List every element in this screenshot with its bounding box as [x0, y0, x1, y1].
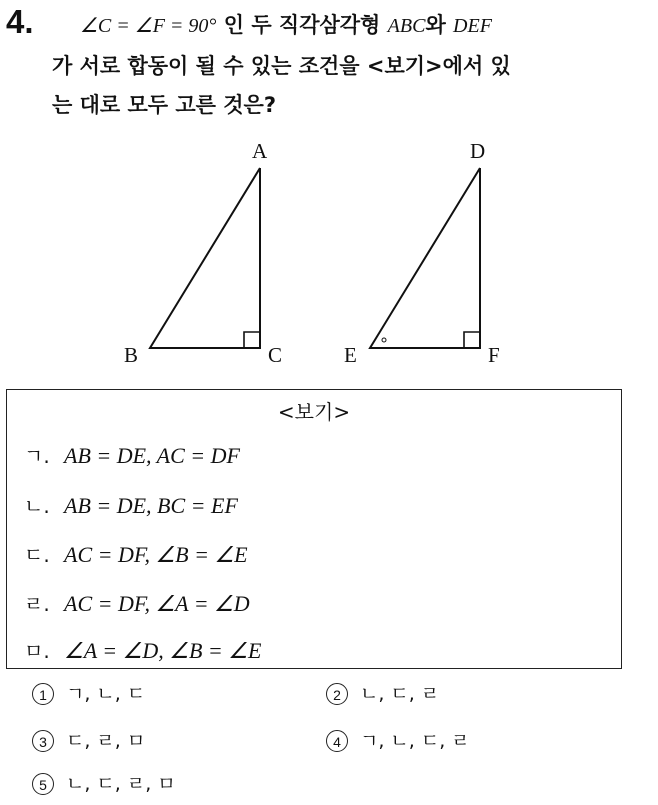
answer-choice-3[interactable] — [32, 726, 145, 756]
answer-choice-5[interactable] — [32, 769, 176, 799]
choice-number-3: 3 — [32, 730, 54, 752]
question-line-1 — [80, 10, 492, 41]
choice-number-5: 5 — [32, 773, 54, 795]
triangle-abc-outline — [150, 168, 260, 348]
choice-text-3: ㄷ, ㄹ, ㅁ — [66, 730, 146, 752]
angle-mark-e — [382, 338, 386, 342]
triangle-figure — [110, 130, 530, 375]
bogi-marker-5: ㅁ. — [24, 639, 50, 663]
choice-text-5: ㄴ, ㄷ, ㄹ, ㅁ — [66, 773, 176, 795]
bogi-marker-1: ㄱ. — [24, 444, 50, 468]
choice-text-4: ㄱ, ㄴ, ㄷ, ㄹ — [360, 730, 470, 752]
triangle-def-outline — [370, 168, 480, 348]
question-text-1: 인 두 직각삼각형 — [223, 13, 381, 37]
question-line-3: 는 대로 모두 고른 것은? — [52, 93, 276, 117]
bogi-item-4 — [24, 589, 250, 619]
answer-choice-2[interactable] — [326, 679, 439, 709]
question-line-2: 가 서로 합동이 될 수 있는 조건을 <보기>에서 있 — [52, 54, 511, 78]
bogi-item-5 — [24, 636, 261, 666]
right-angle-mark-f — [464, 332, 480, 348]
vertex-label-e: E — [344, 343, 357, 367]
bogi-box — [6, 389, 622, 669]
vertex-label-b: B — [124, 343, 139, 367]
right-angle-mark-c — [244, 332, 260, 348]
choice-number-2: 2 — [326, 683, 348, 705]
triangle-abc-name: ABC — [387, 15, 426, 37]
bogi-expr-1: AB = DE, AC = DF — [64, 443, 240, 468]
choice-text-1: ㄱ, ㄴ, ㄷ — [66, 683, 146, 705]
bogi-marker-4: ㄹ. — [24, 592, 50, 616]
bogi-title: <보기> — [277, 400, 351, 424]
bogi-marker-2: ㄴ. — [24, 494, 50, 518]
right-angle-condition: ∠C = ∠F = 90° — [80, 15, 217, 37]
choice-number-1: 1 — [32, 683, 54, 705]
bogi-item-3 — [24, 540, 248, 570]
bogi-item-1 — [24, 441, 240, 471]
vertex-label-f: F — [488, 343, 500, 367]
triangle-def — [344, 139, 500, 367]
vertex-label-d: D — [470, 139, 486, 163]
bogi-marker-3: ㄷ. — [24, 543, 50, 567]
vertex-label-c: C — [268, 343, 283, 367]
triangle-abc — [124, 139, 282, 367]
answer-choice-4[interactable] — [326, 726, 470, 756]
answer-choice-1[interactable] — [32, 679, 145, 709]
vertex-label-a: A — [252, 139, 268, 163]
choice-text-2: ㄴ, ㄷ, ㄹ — [360, 683, 440, 705]
bogi-item-2 — [24, 491, 238, 521]
bogi-expr-5: ∠A = ∠D, ∠B = ∠E — [64, 638, 262, 663]
bogi-expr-3: AC = DF, ∠B = ∠E — [64, 542, 248, 567]
question-particle: 와 — [425, 13, 446, 37]
choice-number-4: 4 — [326, 730, 348, 752]
question-number: 4. — [6, 3, 34, 40]
bogi-expr-2: AB = DE, BC = EF — [64, 493, 238, 518]
bogi-expr-4: AC = DF, ∠A = ∠D — [64, 591, 250, 616]
triangle-def-name: DEF — [453, 15, 492, 37]
